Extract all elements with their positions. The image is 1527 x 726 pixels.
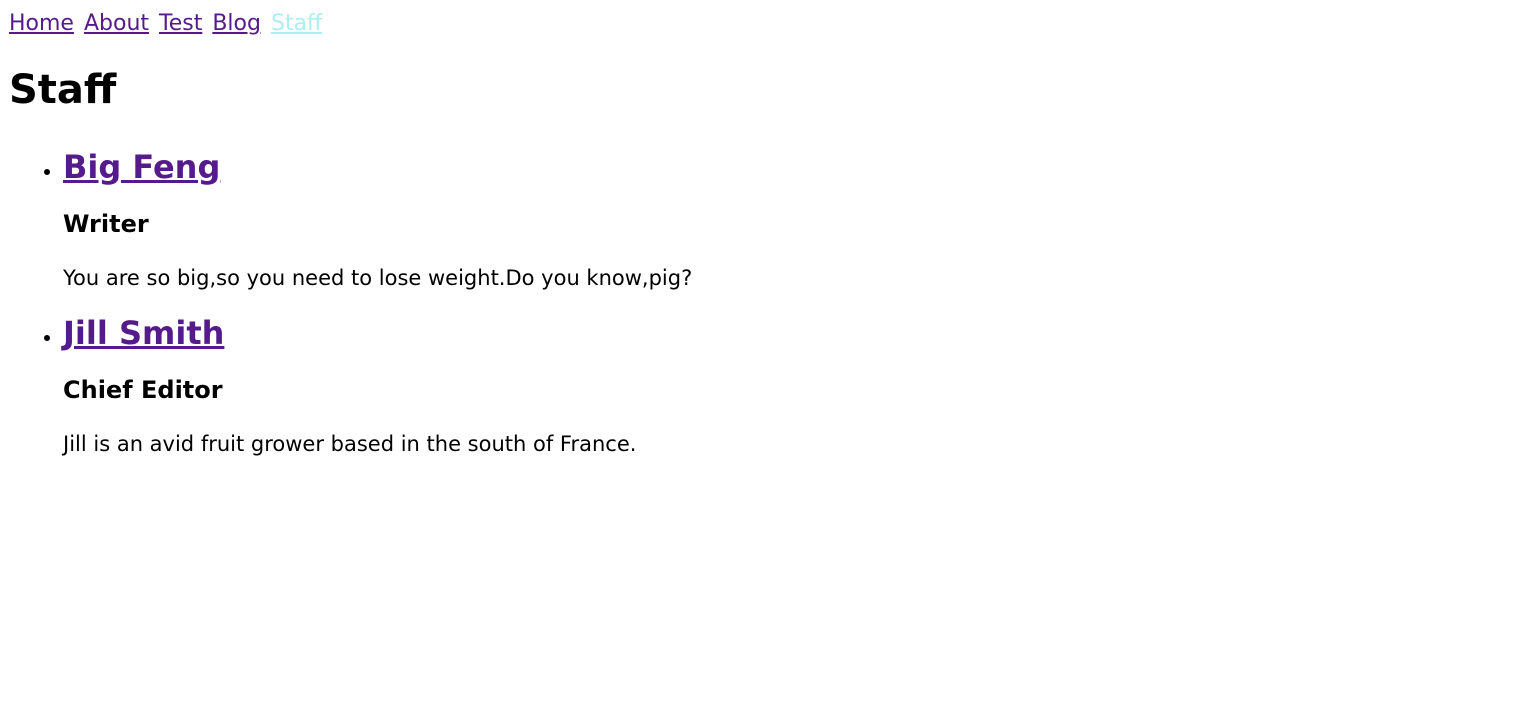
staff-bio: You are so big,so you need to lose weight.Do you know,pig? xyxy=(63,266,693,290)
staff-name-heading xyxy=(63,312,1518,354)
list-item xyxy=(63,146,1518,292)
staff-name-heading xyxy=(63,146,1518,188)
staff-role: Chief Editor xyxy=(63,376,223,404)
nav-link-test[interactable]: Test xyxy=(159,11,203,36)
staff-role: Writer xyxy=(63,210,149,238)
page-title: Staff xyxy=(9,67,117,113)
nav-link-staff[interactable]: Staff xyxy=(270,11,323,36)
nav-link-blog[interactable]: Blog xyxy=(212,11,261,36)
staff-list xyxy=(9,146,1518,458)
staff-bio: Jill is an avid fruit grower based in the south of France. xyxy=(63,432,637,456)
top-nav xyxy=(9,8,1518,40)
nav-link-about[interactable]: About xyxy=(83,11,150,36)
staff-name-link[interactable]: Jill Smith xyxy=(63,314,225,352)
nav-link-home[interactable]: Home xyxy=(9,11,74,36)
list-item xyxy=(63,312,1518,458)
staff-name-link[interactable]: Big Feng xyxy=(63,148,221,186)
